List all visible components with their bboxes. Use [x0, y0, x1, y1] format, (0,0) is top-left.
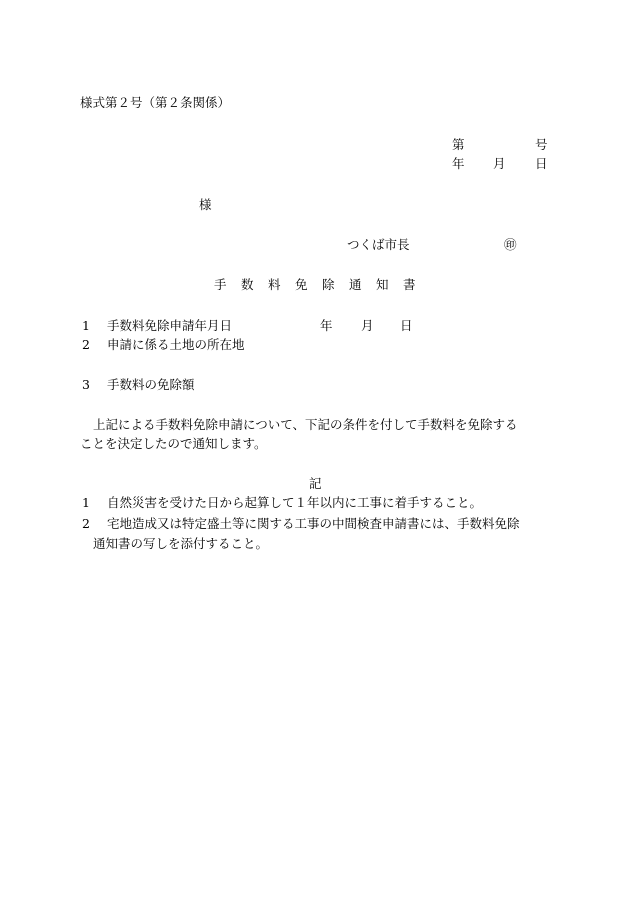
item-1-label: 手数料免除申請年月日 — [107, 318, 233, 333]
title-char: 料 — [268, 277, 281, 292]
reference-number-prefix: 第 — [452, 137, 465, 152]
body-line-1: 上記による手数料免除申請について、下記の条件を付して手数料を免除する — [93, 417, 518, 432]
reference-number-suffix: 号 — [535, 137, 548, 152]
ki-heading: 記 — [309, 476, 322, 491]
item-3-label: 手数料の免除額 — [107, 377, 195, 392]
date-year-label: 年 — [452, 156, 465, 171]
document-title — [214, 277, 419, 293]
issuer-name: つくば市長 — [347, 237, 410, 252]
item-2-label: 申請に係る土地の所在地 — [107, 337, 245, 352]
form-number: 様式第２号（第２条関係） — [80, 95, 231, 110]
item-1-number: 1 — [82, 318, 90, 333]
condition-2-number: 2 — [82, 516, 90, 531]
date-day-label: 日 — [535, 156, 548, 171]
condition-2-text-line-1: 宅地造成又は特定盛土等に関する工事の中間検査申請書には、手数料免除 — [107, 516, 520, 531]
item-1-month: 月 — [361, 318, 374, 333]
title-char: 除 — [322, 277, 335, 292]
item-3-number: 3 — [82, 377, 90, 392]
item-2-number: 2 — [82, 337, 90, 352]
condition-1-number: 1 — [82, 495, 90, 510]
title-char: 通 — [349, 277, 362, 292]
item-1-day: 日 — [400, 318, 413, 333]
addressee-suffix: 様 — [199, 197, 212, 212]
title-char: 書 — [403, 277, 416, 292]
date-month-label: 月 — [493, 156, 506, 171]
title-char: 数 — [241, 277, 254, 292]
title-char: 免 — [295, 277, 308, 292]
title-char: 手 — [214, 277, 227, 292]
seal-mark: ㊞ — [504, 237, 517, 252]
condition-2-text-line-2: 通知書の写しを添付すること。 — [93, 536, 269, 551]
title-char: 知 — [376, 277, 389, 292]
body-line-2: ことを決定したので通知します。 — [80, 436, 267, 451]
item-1-year: 年 — [320, 318, 333, 333]
condition-1-text: 自然災害を受けた日から起算して１年以内に工事に着手すること。 — [107, 495, 483, 510]
